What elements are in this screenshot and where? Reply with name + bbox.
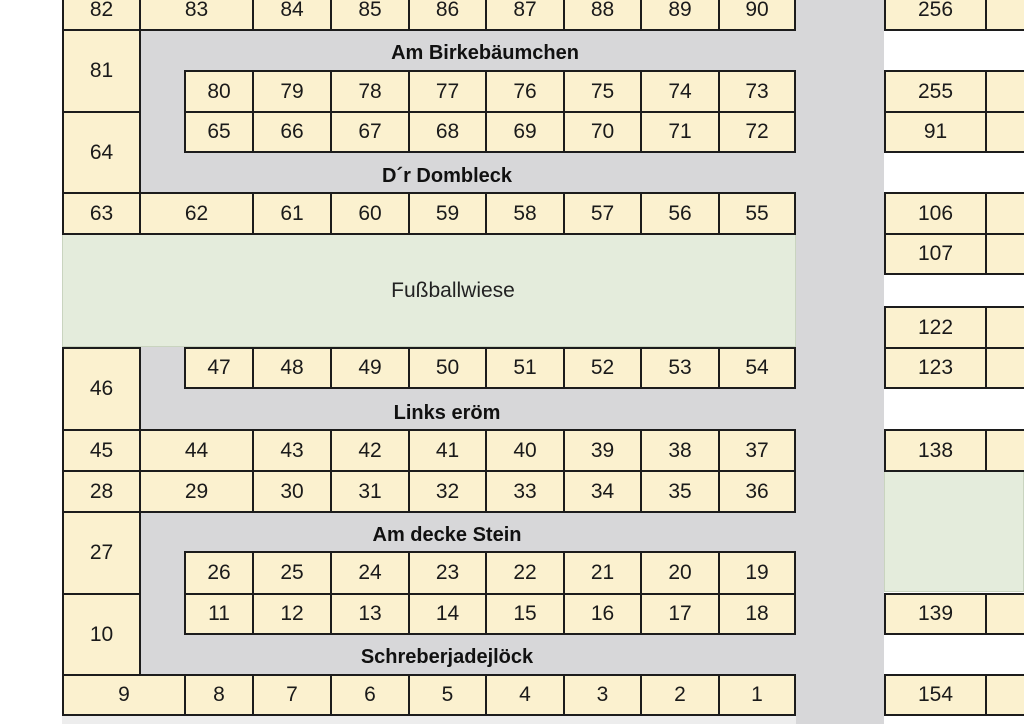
plot-31: 31 bbox=[330, 470, 410, 513]
plot-9: 9 bbox=[62, 674, 186, 716]
plot-23: 23 bbox=[408, 551, 487, 595]
plot-67: 67 bbox=[330, 111, 410, 153]
plot-61: 61 bbox=[252, 192, 332, 235]
bottom-strip bbox=[62, 716, 796, 724]
plot-43: 43 bbox=[252, 429, 332, 472]
plot-154: 154 bbox=[884, 674, 987, 716]
plot-27: 27 bbox=[62, 511, 141, 595]
plot-12: 12 bbox=[252, 593, 332, 635]
plot-35: 35 bbox=[640, 470, 720, 513]
plot-69: 69 bbox=[485, 111, 565, 153]
plot-106: 106 bbox=[884, 192, 987, 235]
right-meadow bbox=[884, 470, 1024, 592]
plot-52: 52 bbox=[563, 347, 642, 389]
street-am-decke-stein: Am decke Stein bbox=[372, 524, 522, 546]
plot-5: 5 bbox=[408, 674, 487, 716]
plot-34: 34 bbox=[563, 470, 642, 513]
plot-2: 2 bbox=[640, 674, 720, 716]
plot-107: 107 bbox=[884, 233, 987, 275]
plot-48: 48 bbox=[252, 347, 332, 389]
plot-255-partial bbox=[985, 70, 1024, 113]
plot-62: 62 bbox=[139, 192, 254, 235]
plot-3: 3 bbox=[563, 674, 642, 716]
plot-80: 80 bbox=[184, 70, 254, 113]
plot-85: 85 bbox=[330, 0, 410, 31]
plot-33: 33 bbox=[485, 470, 565, 513]
plot-255: 255 bbox=[884, 70, 987, 113]
plot-38: 38 bbox=[640, 429, 720, 472]
street-dr-dombleck: D´r Dombleck bbox=[381, 165, 513, 187]
plot-73: 73 bbox=[718, 70, 796, 113]
plot-74: 74 bbox=[640, 70, 720, 113]
plot-79: 79 bbox=[252, 70, 332, 113]
plot-45: 45 bbox=[62, 429, 141, 472]
plot-37: 37 bbox=[718, 429, 796, 472]
plot-106-partial bbox=[985, 192, 1024, 235]
plot-26: 26 bbox=[184, 551, 254, 595]
plot-10: 10 bbox=[62, 593, 141, 676]
plot-32: 32 bbox=[408, 470, 487, 513]
plot-30: 30 bbox=[252, 470, 332, 513]
street-links-eroem: Links eröm bbox=[393, 402, 501, 424]
plot-123: 123 bbox=[884, 347, 987, 389]
plot-91: 91 bbox=[884, 111, 987, 153]
plot-57: 57 bbox=[563, 192, 642, 235]
plot-68: 68 bbox=[408, 111, 487, 153]
plot-1: 1 bbox=[718, 674, 796, 716]
plot-49: 49 bbox=[330, 347, 410, 389]
plot-84: 84 bbox=[252, 0, 332, 31]
plot-78: 78 bbox=[330, 70, 410, 113]
plot-7: 7 bbox=[252, 674, 332, 716]
plot-90: 90 bbox=[718, 0, 796, 31]
plot-56: 56 bbox=[640, 192, 720, 235]
plot-81: 81 bbox=[62, 29, 141, 113]
plot-14: 14 bbox=[408, 593, 487, 635]
plot-19: 19 bbox=[718, 551, 796, 595]
plot-122: 122 bbox=[884, 306, 987, 349]
plot-60: 60 bbox=[330, 192, 410, 235]
plot-123-partial bbox=[985, 347, 1024, 389]
plot-256: 256 bbox=[884, 0, 987, 31]
meadow-label: Fußballwiese bbox=[391, 279, 515, 302]
plot-76: 76 bbox=[485, 70, 565, 113]
street-am-birkebaeumchen: Am Birkebäumchen bbox=[391, 42, 579, 64]
plot-41: 41 bbox=[408, 429, 487, 472]
plot-20: 20 bbox=[640, 551, 720, 595]
plot-44: 44 bbox=[139, 429, 254, 472]
plot-53: 53 bbox=[640, 347, 720, 389]
plot-72: 72 bbox=[718, 111, 796, 153]
plot-77: 77 bbox=[408, 70, 487, 113]
plot-8: 8 bbox=[184, 674, 254, 716]
plot-21: 21 bbox=[563, 551, 642, 595]
plot-17: 17 bbox=[640, 593, 720, 635]
plot-82: 82 bbox=[62, 0, 141, 31]
plot-54: 54 bbox=[718, 347, 796, 389]
plot-16: 16 bbox=[563, 593, 642, 635]
street-schreberjadejloeck: Schreberjadejlöck bbox=[360, 646, 534, 668]
plot-139: 139 bbox=[884, 593, 987, 635]
plot-83: 83 bbox=[139, 0, 254, 31]
plot-89: 89 bbox=[640, 0, 720, 31]
plot-59: 59 bbox=[408, 192, 487, 235]
plot-86: 86 bbox=[408, 0, 487, 31]
plot-24: 24 bbox=[330, 551, 410, 595]
plot-256-partial bbox=[985, 0, 1024, 31]
plot-40: 40 bbox=[485, 429, 565, 472]
plot-22: 22 bbox=[485, 551, 565, 595]
plot-13: 13 bbox=[330, 593, 410, 635]
plot-58: 58 bbox=[485, 192, 565, 235]
plot-46: 46 bbox=[62, 347, 141, 431]
plot-51: 51 bbox=[485, 347, 565, 389]
plot-154-partial bbox=[985, 674, 1024, 716]
plot-91-partial bbox=[985, 111, 1024, 153]
plot-71: 71 bbox=[640, 111, 720, 153]
plot-138-partial bbox=[985, 429, 1024, 472]
plot-122-partial bbox=[985, 306, 1024, 349]
plot-50: 50 bbox=[408, 347, 487, 389]
plot-39: 39 bbox=[563, 429, 642, 472]
plot-138: 138 bbox=[884, 429, 987, 472]
plot-25: 25 bbox=[252, 551, 332, 595]
plot-11: 11 bbox=[184, 593, 254, 635]
plot-28: 28 bbox=[62, 470, 141, 513]
plot-66: 66 bbox=[252, 111, 332, 153]
plot-15: 15 bbox=[485, 593, 565, 635]
plot-42: 42 bbox=[330, 429, 410, 472]
plot-107-partial bbox=[985, 233, 1024, 275]
plot-47: 47 bbox=[184, 347, 254, 389]
plot-88: 88 bbox=[563, 0, 642, 31]
plot-63: 63 bbox=[62, 192, 141, 235]
plot-64: 64 bbox=[62, 111, 141, 194]
plot-6: 6 bbox=[330, 674, 410, 716]
plot-75: 75 bbox=[563, 70, 642, 113]
plot-55: 55 bbox=[718, 192, 796, 235]
plot-87: 87 bbox=[485, 0, 565, 31]
plot-70: 70 bbox=[563, 111, 642, 153]
plot-139-partial bbox=[985, 593, 1024, 635]
plot-65: 65 bbox=[184, 111, 254, 153]
plot-29: 29 bbox=[139, 470, 254, 513]
plot-36: 36 bbox=[718, 470, 796, 513]
plot-4: 4 bbox=[485, 674, 565, 716]
plot-18: 18 bbox=[718, 593, 796, 635]
